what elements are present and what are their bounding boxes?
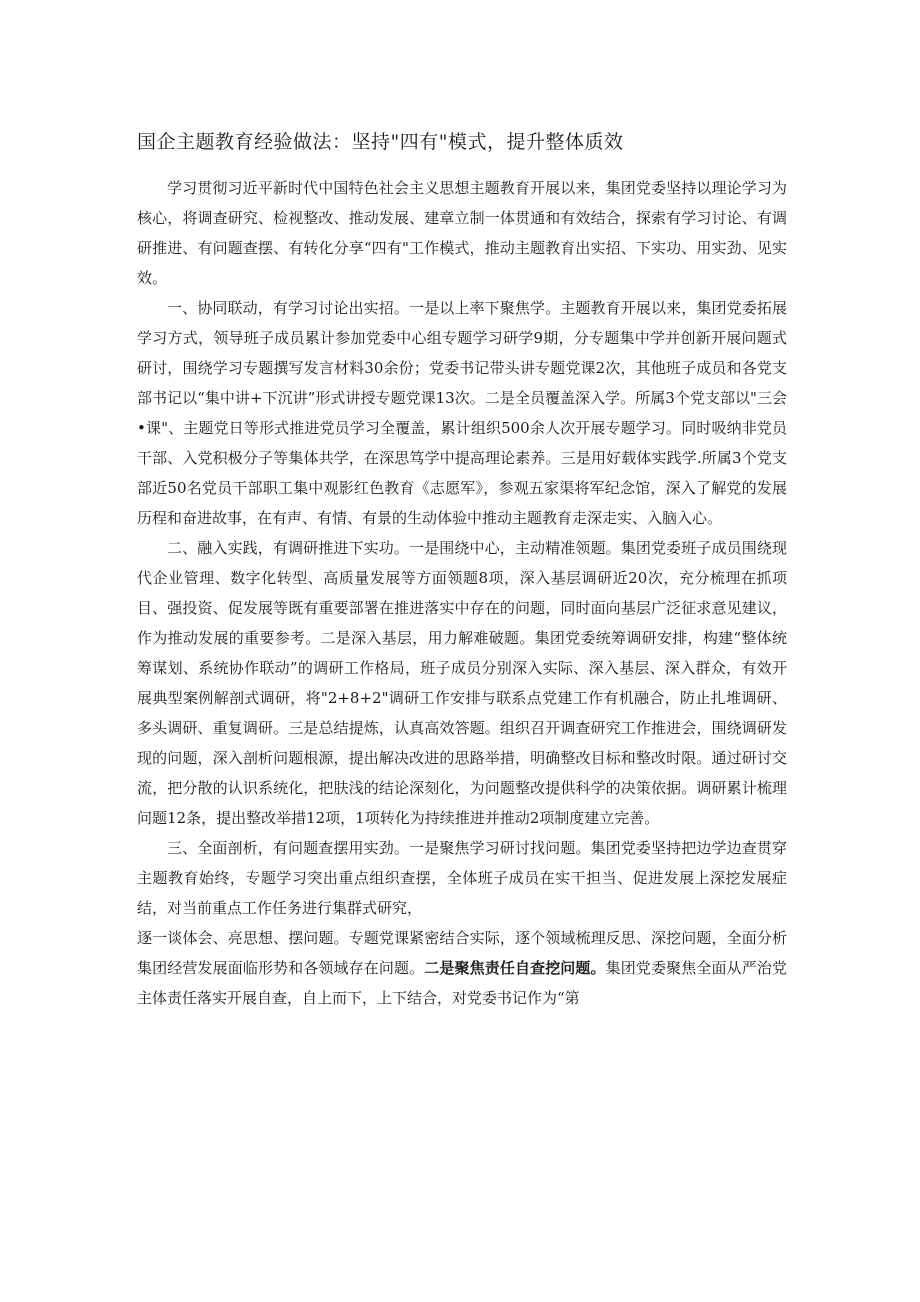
sub-point-heading: 一是聚焦学习研讨找问题。 bbox=[408, 839, 591, 857]
paragraph-text: 所属3个党支部以"三会•课"、主题党日等形式推进党员学习全覆盖，累计组织500余人次开展专题学习。同时吸纳非党员干部、入党积极分子等集体共学，在深思笃学中提高理论素养。 bbox=[137, 389, 787, 467]
section-heading: 二、融入实践，有调研推进下实功。 bbox=[167, 539, 409, 557]
sub-point-heading: 一是以上率下聚焦学。 bbox=[408, 299, 561, 317]
paragraph-text: 集团党委聚焦全面从严治党主体责任落实开展自查，自上而下，上下结合，对党委书记作为“第 bbox=[137, 959, 787, 1007]
section-heading: 三、全面剖析，有问题查摆用实劲。 bbox=[167, 839, 409, 857]
paragraph-section-2 bbox=[137, 533, 787, 833]
sub-point-heading: 二是深入基层，用力解难破题。 bbox=[320, 629, 535, 647]
sub-point-heading: 一是围绕中心，主动精准领题。 bbox=[408, 539, 621, 557]
document-body bbox=[137, 173, 787, 1013]
paragraph-text: .所属3个党支部近50名党员干部职工集中观影红色教育《志愿军》，参观五家渠将军纪念馆，深入了解党的发展历程和奋进故事，在有声、有情、有景的生动体验中推动主题教育走深走实、入脑入心。 bbox=[137, 449, 787, 527]
paragraph-text: 组织召开调查研究工作推进会，围绕调研发现的问题，深入剖析问题根源，提出解决改进的思路举措，明确整改目标和整改时限。通过研讨交流，把分散的认识系统化，把肤浅的结论深刻化，为问题整改提供科学的决策依据。调研累计梳理问题12条，提出整改举措12项，1项转化为持续推进并推动2项制度建立完善。 bbox=[137, 719, 787, 827]
paragraph-section-3-continued bbox=[137, 923, 787, 1013]
section-heading: 一、协同联动，有学习讨论出实招。 bbox=[167, 299, 409, 317]
sub-point-heading: 二是全员覆盖深入学。 bbox=[484, 389, 636, 407]
paragraph-text: 集团党委坚持把边学边查贯穿主题教育始终，专题学习突出重点组织查摆，全体班子成员在实干担当、促进发展上深挖发展症结，对当前重点工作任务进行集群式研究， bbox=[137, 839, 787, 917]
sub-point-heading: 三是用好载体实践学 bbox=[560, 449, 697, 467]
paragraph-text: 逐一谈体会、亮思想、摆问题。专题党课紧密结合实际，逐个领域梳理反思、深挖问题，全面分析集团经营发展面临形势和各领域存在问题。 bbox=[137, 929, 787, 977]
paragraph-section-3 bbox=[137, 833, 787, 923]
paragraph-text: 集团党委统筹调研安排，构建“整体统筹谋划、系统协作联动”的调研工作格局，班子成员分别深入实际、深入基层、深入群众，有效开展典型案例解剖式调研，将"2+8+2"调研工作安排与联系点党建工作有机融合，防止扎堆调研、多头调研、重复调研。 bbox=[137, 629, 787, 737]
paragraph-intro bbox=[137, 173, 787, 293]
sub-point-heading: 三是总结提炼，认真高效答题。 bbox=[288, 719, 500, 737]
paragraph-text: 学习贯彻习近平新时代中国特色社会主义思想主题教育开展以来，集团党委坚持以理论学习为核心，将调查研究、检视整改、推动发展、建章立制一体贯通和有效结合，探索有学习讨论、有调研推进、有问题查摆、有转化分享“四有"工作模式，推动主题教育出实招、下实功、用实劲、见实效。 bbox=[137, 179, 787, 287]
paragraph-section-1 bbox=[137, 293, 787, 533]
paragraph-text: 主题教育开展以来，集团党委拓展学习方式，领导班子成员累计参加党委中心组专题学习研学9期，分专题集中学并创新开展问题式研讨，围绕学习专题撰写发言材料30余份；党委书记带头讲专题党课2次，其他班子成员和各党支部书记以“集中讲+下沉讲”形式讲授专题党课13次。 bbox=[137, 299, 787, 407]
sub-point-heading-bold: 二是聚焦责任自查挖问题。 bbox=[424, 959, 606, 977]
paragraph-text: 集团党委班子成员围绕现代企业管理、数字化转型、高质量发展等方面领题8项，深入基层调研近20次，充分梳理在抓项目、强投资、促发展等既有重要部署在推进落实中存在的问题，同时面向基层广泛征求意见建议，作为推动发展的重要参考。 bbox=[137, 539, 787, 647]
document-title: 国企主题教育经验做法：坚持"四有"模式，提升整体质效 bbox=[137, 131, 624, 153]
